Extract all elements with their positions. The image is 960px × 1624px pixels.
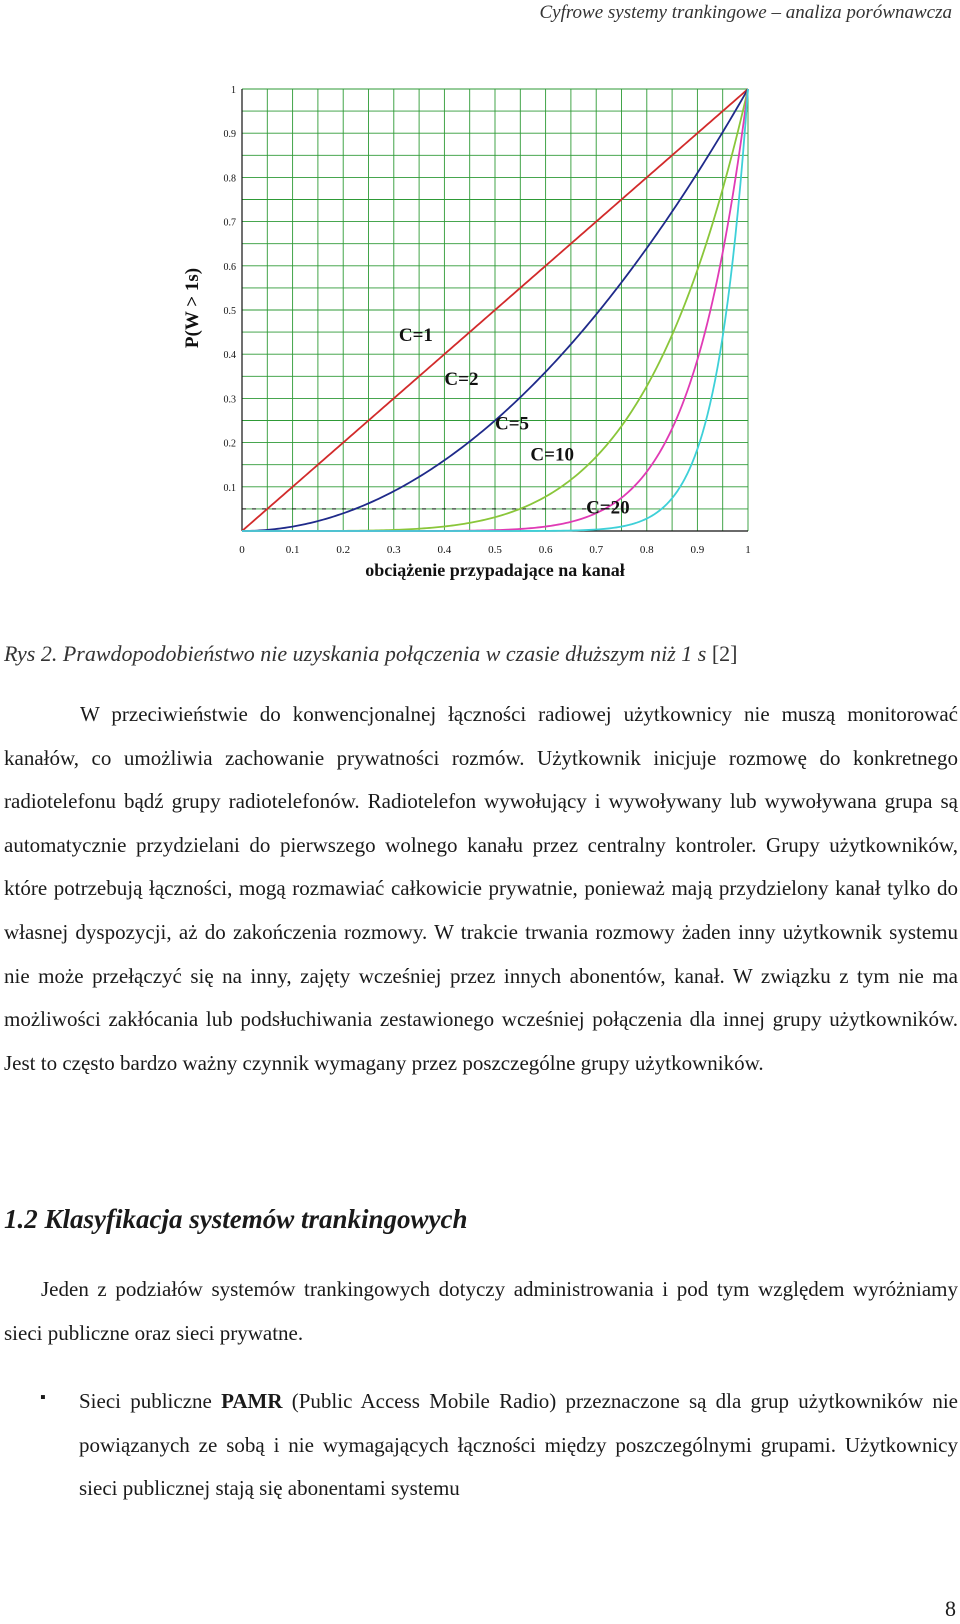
probability-chart	[170, 76, 790, 606]
series-label-C10: C=10	[530, 444, 574, 466]
caption-text: Rys 2. Prawdopodobieństwo nie uzyskania połączenia w czasie dłuższym niż 1 s	[4, 641, 712, 666]
x-tick-label: 0.1	[285, 544, 300, 556]
section-heading: 1.2 Klasyfikacja systemów trankingowych	[4, 1204, 468, 1234]
x-tick-label: 0	[239, 544, 245, 556]
y-tick-label: 0.2	[223, 438, 236, 450]
figure	[170, 76, 790, 606]
series-label-C20: C=20	[586, 497, 630, 519]
x-tick-label: 0.4	[437, 544, 452, 556]
x-tick-label: 0.7	[589, 544, 604, 556]
y-tick-label: 0.6	[223, 261, 236, 273]
bullet-marker: ▪	[40, 1389, 46, 1406]
bullet-term: PAMR	[221, 1389, 283, 1413]
caption-reference: [2]	[711, 641, 738, 666]
y-tick-label: 0.4	[223, 350, 236, 362]
y-tick-label: 1	[231, 85, 236, 96]
y-tick-label: 0.5	[223, 306, 236, 317]
running-header: Cyfrowe systemy trankingowe – analiza porównawcza	[539, 2, 952, 23]
page-number: 8	[945, 1596, 956, 1621]
y-tick-label: 0.8	[223, 173, 236, 185]
bullet-rest: (Public Access Mobile Radio) przeznaczone są dla grup użytkowników nie powiązanych ze sobą i nie wymagających łączności między poszczególnymi grupami. Użytkownicy sieci publicznej stają się abonentami systemu	[79, 1389, 958, 1501]
x-axis-label: obciążenie przypadające na kanał	[365, 560, 625, 580]
paragraph-intro: W przeciwieństwie do konwencjonalnej łączności radiowej użytkownicy nie muszą monitorować kanałów, co umożliwia zachowanie prywatności rozmów. Użytkownik inicjuje rozmowę do konkretnego radiotelefonu bądź grupy radiotelefonów. Radiotelefon wywołujący i wywoływany lub wywoływana grupa są automatycznie przydzielani do pierwszego wolnego kanału przez centralny kontroler. Grupy użytkowników, które potrzebują łączności, mogą rozmawiać całkowicie prywatnie, ponieważ mają przydzielony kanał tylko do własnej dyspozycji, aż do zakończenia rozmowy. W trakcie trwania rozmowy żaden inny użytkownik systemu nie może przełączyć się na inny, zajęty wcześniej przez innych abonentów, kanał. W związku z tym nie ma możliwości zakłócania lub podsłuchiwania zestawionego wcześniej połączenia dla innej grupy użytkowników. Jest to często bardzo ważny czynnik wymagany przez poszczególne grupy użytkowników.	[4, 702, 958, 1075]
x-tick-label: 1	[745, 544, 751, 556]
y-tick-label: 0.1	[223, 482, 236, 494]
y-tick-label: 0.3	[223, 394, 236, 406]
x-tick-label: 0.2	[336, 544, 351, 556]
bullet-public-networks	[79, 1380, 958, 1511]
x-tick-label: 0.6	[538, 544, 553, 556]
series-label-C1: C=1	[398, 324, 433, 346]
y-axis-label: P(W > 1s)	[182, 267, 203, 349]
x-tick-label: 0.3	[386, 544, 401, 556]
x-tick-label: 0.8	[639, 544, 654, 556]
bullet-lead: Sieci publiczne	[79, 1389, 222, 1413]
figure-caption	[4, 641, 738, 667]
x-tick-label: 0.5	[488, 544, 502, 556]
y-tick-label: 0.9	[223, 129, 236, 141]
x-tick-label: 0.9	[690, 544, 705, 556]
series-label-C2: C=2	[444, 369, 479, 391]
paragraph-classification: Jeden z podziałów systemów trankingowych dotyczy administrowania i pod tym względem wyróżniamy sieci publiczne oraz sieci prywatne.	[4, 1277, 958, 1345]
series-label-C5: C=5	[495, 413, 530, 435]
y-tick-label: 0.7	[223, 217, 236, 229]
